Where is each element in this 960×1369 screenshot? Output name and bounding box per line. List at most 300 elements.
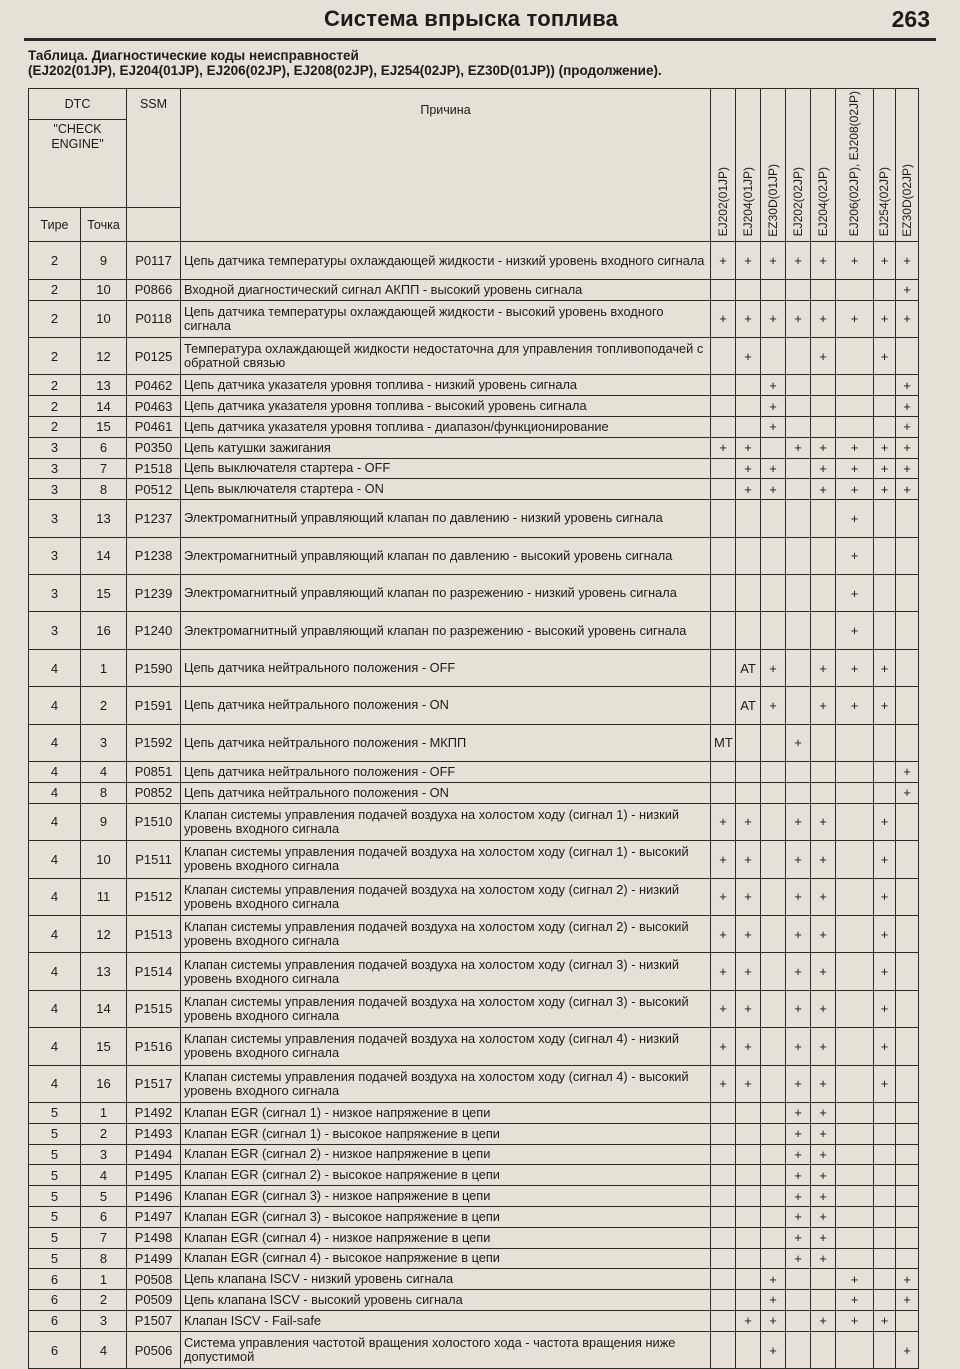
applicability-cell <box>836 803 874 840</box>
tire-cell: 3 <box>29 458 81 479</box>
applicability-cell: MT <box>711 724 736 761</box>
tire-cell: 2 <box>29 338 81 375</box>
tire-cell: 5 <box>29 1103 81 1124</box>
applicability-cell <box>786 1290 811 1311</box>
ssm-header-spacer <box>127 207 181 241</box>
applicability-cell: + <box>874 300 896 337</box>
applicability-cell: + <box>786 724 811 761</box>
applicability-cell <box>836 1123 874 1144</box>
applicability-cell <box>874 417 896 438</box>
table-row <box>29 1206 919 1227</box>
applicability-cell: + <box>811 1028 836 1065</box>
applicability-cell: + <box>896 458 919 479</box>
applicability-cell <box>761 990 786 1027</box>
applicability-cell <box>811 1331 836 1369</box>
applicability-cell: + <box>896 242 919 279</box>
applicability-cell <box>761 1165 786 1186</box>
tire-cell: 2 <box>29 300 81 337</box>
caption-line-2: (EJ202(01JP), EJ204(01JP), EJ206(02JP), EJ208(02JP), EJ254(02JP), EZ30D(01JP)) (продолжение). <box>28 63 662 78</box>
table-row <box>29 990 919 1027</box>
dtc-table <box>28 88 919 1369</box>
table-row <box>29 687 919 724</box>
applicability-cell <box>836 375 874 396</box>
ssm-cell: P1592 <box>127 724 181 761</box>
engine-header: EJ206(02JP), EJ208(02JP) <box>836 89 874 242</box>
applicability-cell: + <box>896 1290 919 1311</box>
point-header: Точка <box>81 207 127 241</box>
applicability-cell <box>786 1331 811 1369</box>
applicability-cell <box>761 1144 786 1165</box>
applicability-cell: + <box>836 687 874 724</box>
applicability-cell <box>896 724 919 761</box>
table-row <box>29 437 919 458</box>
applicability-cell: + <box>736 1310 761 1331</box>
cause-cell: Цепь датчика нейтрального положения - МКПП <box>181 724 711 761</box>
applicability-cell <box>761 762 786 783</box>
applicability-cell: + <box>836 242 874 279</box>
applicability-cell <box>761 803 786 840</box>
applicability-cell <box>736 375 761 396</box>
applicability-cell: + <box>786 841 811 878</box>
point-cell: 15 <box>81 1028 127 1065</box>
applicability-cell <box>836 1065 874 1102</box>
page-title: Система впрыска топлива <box>324 6 619 31</box>
point-cell: 1 <box>81 1269 127 1290</box>
applicability-cell <box>874 279 896 300</box>
applicability-cell: + <box>761 479 786 500</box>
applicability-cell: + <box>786 1065 811 1102</box>
applicability-cell <box>786 537 811 574</box>
table-row <box>29 1227 919 1248</box>
applicability-cell: + <box>811 878 836 915</box>
table-row <box>29 1065 919 1102</box>
applicability-cell <box>874 1206 896 1227</box>
ssm-cell: P1237 <box>127 500 181 537</box>
applicability-cell: + <box>836 458 874 479</box>
applicability-cell: + <box>786 1103 811 1124</box>
applicability-cell <box>896 687 919 724</box>
applicability-cell: + <box>811 437 836 458</box>
applicability-cell <box>811 417 836 438</box>
ssm-cell: P1590 <box>127 649 181 686</box>
applicability-cell <box>811 500 836 537</box>
applicability-cell <box>736 1248 761 1269</box>
applicability-cell: + <box>761 649 786 686</box>
applicability-cell: + <box>736 242 761 279</box>
applicability-cell <box>811 762 836 783</box>
cause-cell: Цепь датчика нейтрального положения - ON <box>181 687 711 724</box>
tire-cell: 2 <box>29 375 81 396</box>
applicability-cell <box>711 458 736 479</box>
applicability-cell <box>736 612 761 649</box>
applicability-cell <box>836 915 874 952</box>
applicability-cell: + <box>761 1290 786 1311</box>
cause-cell: Клапан EGR (сигнал 2) - высокое напряжение в цепи <box>181 1165 711 1186</box>
applicability-cell <box>874 1186 896 1207</box>
applicability-cell: + <box>736 300 761 337</box>
tire-cell: 2 <box>29 417 81 438</box>
page-number: 263 <box>891 6 930 32</box>
point-cell: 3 <box>81 1310 127 1331</box>
applicability-cell: + <box>874 687 896 724</box>
applicability-cell: + <box>736 990 761 1027</box>
applicability-cell <box>711 279 736 300</box>
applicability-cell <box>736 1144 761 1165</box>
applicability-cell <box>761 612 786 649</box>
tire-cell: 3 <box>29 500 81 537</box>
applicability-cell <box>786 687 811 724</box>
applicability-cell <box>786 375 811 396</box>
point-cell: 8 <box>81 479 127 500</box>
applicability-cell <box>896 953 919 990</box>
table-row <box>29 1123 919 1144</box>
tire-cell: 4 <box>29 724 81 761</box>
cause-header: Причина <box>181 89 711 242</box>
applicability-cell: + <box>874 1028 896 1065</box>
applicability-cell: + <box>896 1331 919 1369</box>
applicability-cell: + <box>811 990 836 1027</box>
applicability-cell <box>786 479 811 500</box>
applicability-cell: + <box>836 1290 874 1311</box>
applicability-cell <box>736 396 761 417</box>
tire-cell: 4 <box>29 687 81 724</box>
applicability-cell <box>836 1331 874 1369</box>
applicability-cell <box>786 417 811 438</box>
applicability-cell: + <box>811 300 836 337</box>
ssm-cell: P0512 <box>127 479 181 500</box>
cause-cell: Электромагнитный управляющий клапан по давлению - низкий уровень сигнала <box>181 500 711 537</box>
ssm-cell: P1239 <box>127 574 181 611</box>
cause-cell: Цепь клапана ISCV - высокий уровень сигнала <box>181 1290 711 1311</box>
applicability-cell: + <box>736 437 761 458</box>
tire-cell: 3 <box>29 537 81 574</box>
point-cell: 13 <box>81 500 127 537</box>
applicability-cell: + <box>711 300 736 337</box>
point-cell: 15 <box>81 574 127 611</box>
table-row <box>29 396 919 417</box>
applicability-cell <box>836 1144 874 1165</box>
engine-header: EZ30D(01JP) <box>761 89 786 242</box>
applicability-cell <box>711 1144 736 1165</box>
applicability-cell: AT <box>736 687 761 724</box>
applicability-cell <box>836 417 874 438</box>
point-cell: 14 <box>81 396 127 417</box>
applicability-cell <box>811 396 836 417</box>
applicability-cell <box>711 1206 736 1227</box>
point-cell: 1 <box>81 1103 127 1124</box>
applicability-cell <box>874 724 896 761</box>
point-cell: 16 <box>81 1065 127 1102</box>
applicability-cell <box>786 1269 811 1290</box>
point-cell: 16 <box>81 612 127 649</box>
tire-cell: 4 <box>29 782 81 803</box>
applicability-cell <box>896 803 919 840</box>
table-row <box>29 242 919 279</box>
applicability-cell <box>761 1248 786 1269</box>
ssm-cell: P1510 <box>127 803 181 840</box>
applicability-cell <box>761 1227 786 1248</box>
cause-cell: Цепь датчика нейтрального положения - OFF <box>181 762 711 783</box>
applicability-cell: + <box>761 375 786 396</box>
table-row <box>29 1331 919 1369</box>
applicability-cell: + <box>836 574 874 611</box>
applicability-cell: + <box>896 762 919 783</box>
applicability-cell <box>836 1227 874 1248</box>
applicability-cell: + <box>874 915 896 952</box>
applicability-cell: + <box>761 396 786 417</box>
table-caption <box>28 48 928 78</box>
applicability-cell <box>896 878 919 915</box>
applicability-cell <box>836 1165 874 1186</box>
applicability-cell <box>896 612 919 649</box>
applicability-cell: + <box>736 878 761 915</box>
applicability-cell: + <box>761 458 786 479</box>
applicability-cell <box>836 396 874 417</box>
applicability-cell <box>761 537 786 574</box>
ssm-cell: P0461 <box>127 417 181 438</box>
applicability-cell: + <box>711 1028 736 1065</box>
ssm-cell: P1591 <box>127 687 181 724</box>
applicability-cell: + <box>736 915 761 952</box>
tire-cell: 5 <box>29 1248 81 1269</box>
applicability-cell <box>761 915 786 952</box>
applicability-cell <box>874 782 896 803</box>
applicability-cell: + <box>811 953 836 990</box>
applicability-cell: + <box>874 649 896 686</box>
applicability-cell: + <box>786 1206 811 1227</box>
applicability-cell <box>711 1227 736 1248</box>
applicability-cell: + <box>836 649 874 686</box>
cause-cell: Клапан системы управления подачей воздуха на холостом ходу (сигнал 1) - низкий уровень входного сигнала <box>181 803 711 840</box>
table-row <box>29 1248 919 1269</box>
applicability-cell <box>836 782 874 803</box>
point-cell: 2 <box>81 687 127 724</box>
applicability-cell: + <box>786 953 811 990</box>
applicability-cell: + <box>786 1248 811 1269</box>
ssm-cell: P0851 <box>127 762 181 783</box>
applicability-cell <box>711 1123 736 1144</box>
ssm-cell: P1498 <box>127 1227 181 1248</box>
applicability-cell: + <box>896 396 919 417</box>
cause-cell: Клапан системы управления подачей воздуха на холостом ходу (сигнал 2) - высокий уровень входного сигнала <box>181 915 711 952</box>
tire-cell: 4 <box>29 1065 81 1102</box>
table-row <box>29 338 919 375</box>
table-row <box>29 841 919 878</box>
applicability-cell <box>711 1269 736 1290</box>
applicability-cell: + <box>836 1269 874 1290</box>
applicability-cell: + <box>874 458 896 479</box>
applicability-cell: + <box>711 878 736 915</box>
applicability-cell: + <box>736 953 761 990</box>
applicability-cell <box>711 500 736 537</box>
applicability-cell: + <box>736 479 761 500</box>
applicability-cell <box>874 1290 896 1311</box>
tire-header: Тире <box>29 207 81 241</box>
applicability-cell: + <box>811 803 836 840</box>
cause-cell: Электромагнитный управляющий клапан по давлению - высокий уровень сигнала <box>181 537 711 574</box>
applicability-cell <box>874 574 896 611</box>
applicability-cell: + <box>811 338 836 375</box>
tire-cell: 4 <box>29 841 81 878</box>
cause-cell: Цепь выключателя стартера - OFF <box>181 458 711 479</box>
applicability-cell <box>761 841 786 878</box>
applicability-cell <box>811 1290 836 1311</box>
caption-line-1: Таблица. Диагностические коды неисправностей <box>28 48 359 63</box>
tire-cell: 5 <box>29 1144 81 1165</box>
table-row <box>29 1144 919 1165</box>
applicability-cell <box>711 762 736 783</box>
applicability-cell: + <box>811 1144 836 1165</box>
applicability-cell <box>786 458 811 479</box>
tire-cell: 4 <box>29 878 81 915</box>
applicability-cell <box>786 500 811 537</box>
applicability-cell <box>711 1331 736 1369</box>
point-cell: 9 <box>81 803 127 840</box>
applicability-cell <box>874 1269 896 1290</box>
applicability-cell <box>896 1248 919 1269</box>
applicability-cell <box>736 1165 761 1186</box>
applicability-cell: + <box>811 458 836 479</box>
applicability-cell: + <box>836 612 874 649</box>
applicability-cell: + <box>896 375 919 396</box>
cause-cell: Температура охлаждающей жидкости недостаточна для управления топливоподачей с обратной связью <box>181 338 711 375</box>
applicability-cell <box>836 990 874 1027</box>
applicability-cell <box>836 762 874 783</box>
point-cell: 5 <box>81 1186 127 1207</box>
tire-cell: 4 <box>29 762 81 783</box>
ssm-cell: P1512 <box>127 878 181 915</box>
applicability-cell <box>711 375 736 396</box>
applicability-cell: + <box>836 300 874 337</box>
applicability-cell <box>836 724 874 761</box>
point-cell: 8 <box>81 782 127 803</box>
applicability-cell <box>811 1269 836 1290</box>
applicability-cell <box>736 1227 761 1248</box>
applicability-cell: + <box>811 915 836 952</box>
applicability-cell <box>761 1123 786 1144</box>
point-cell: 13 <box>81 375 127 396</box>
applicability-cell <box>896 1310 919 1331</box>
applicability-cell <box>736 1123 761 1144</box>
ssm-cell: P1507 <box>127 1310 181 1331</box>
applicability-cell <box>761 279 786 300</box>
applicability-cell: + <box>761 1269 786 1290</box>
applicability-cell <box>736 1186 761 1207</box>
applicability-cell <box>711 537 736 574</box>
applicability-cell <box>811 612 836 649</box>
engine-header: EZ30D(02JP) <box>896 89 919 242</box>
point-cell: 4 <box>81 1331 127 1369</box>
applicability-cell <box>711 574 736 611</box>
ssm-cell: P0117 <box>127 242 181 279</box>
applicability-cell <box>711 1165 736 1186</box>
ssm-cell: P1493 <box>127 1123 181 1144</box>
applicability-cell <box>736 1103 761 1124</box>
ssm-cell: P0508 <box>127 1269 181 1290</box>
ssm-cell: P0506 <box>127 1331 181 1369</box>
cause-cell: Клапан системы управления подачей воздуха на холостом ходу (сигнал 3) - низкий уровень входного сигнала <box>181 953 711 990</box>
cause-cell: Клапан системы управления подачей воздуха на холостом ходу (сигнал 4) - высокий уровень входного сигнала <box>181 1065 711 1102</box>
engine-header: EJ254(02JP) <box>874 89 896 242</box>
applicability-cell <box>761 1206 786 1227</box>
applicability-cell <box>836 878 874 915</box>
ssm-cell: P1511 <box>127 841 181 878</box>
cause-cell: Клапан EGR (сигнал 4) - низкое напряжение в цепи <box>181 1227 711 1248</box>
point-cell: 3 <box>81 724 127 761</box>
applicability-cell <box>711 1248 736 1269</box>
applicability-cell <box>736 724 761 761</box>
table-row <box>29 500 919 537</box>
applicability-cell <box>736 1290 761 1311</box>
tire-cell: 2 <box>29 396 81 417</box>
applicability-cell: + <box>874 878 896 915</box>
applicability-cell: + <box>836 1310 874 1331</box>
applicability-cell: + <box>711 437 736 458</box>
applicability-cell <box>896 1165 919 1186</box>
table-row <box>29 762 919 783</box>
ssm-cell: P1517 <box>127 1065 181 1102</box>
point-cell: 2 <box>81 1290 127 1311</box>
tire-cell: 4 <box>29 953 81 990</box>
applicability-cell <box>811 375 836 396</box>
applicability-cell: + <box>811 1123 836 1144</box>
point-cell: 6 <box>81 1206 127 1227</box>
point-cell: 4 <box>81 762 127 783</box>
point-cell: 15 <box>81 417 127 438</box>
applicability-cell: + <box>786 437 811 458</box>
cause-cell: Клапан EGR (сигнал 2) - низкое напряжение в цепи <box>181 1144 711 1165</box>
applicability-cell: + <box>811 1103 836 1124</box>
point-cell: 14 <box>81 537 127 574</box>
applicability-cell <box>711 338 736 375</box>
applicability-cell: + <box>786 1028 811 1065</box>
applicability-cell: + <box>711 242 736 279</box>
applicability-cell: + <box>811 1165 836 1186</box>
applicability-cell <box>874 1123 896 1144</box>
applicability-cell <box>836 1028 874 1065</box>
applicability-cell: + <box>811 1310 836 1331</box>
applicability-cell <box>711 649 736 686</box>
tire-cell: 4 <box>29 990 81 1027</box>
applicability-cell: + <box>761 1310 786 1331</box>
table-row <box>29 915 919 952</box>
tire-cell: 6 <box>29 1331 81 1369</box>
applicability-cell <box>711 782 736 803</box>
applicability-cell <box>836 841 874 878</box>
ssm-cell: P1518 <box>127 458 181 479</box>
applicability-cell: + <box>786 300 811 337</box>
applicability-cell <box>761 1186 786 1207</box>
applicability-cell: + <box>896 1269 919 1290</box>
tire-cell: 4 <box>29 915 81 952</box>
ssm-cell: P1515 <box>127 990 181 1027</box>
point-cell: 12 <box>81 338 127 375</box>
table-row <box>29 279 919 300</box>
applicability-cell <box>811 537 836 574</box>
applicability-cell: + <box>874 990 896 1027</box>
applicability-cell <box>761 500 786 537</box>
applicability-cell: + <box>811 479 836 500</box>
applicability-cell <box>874 375 896 396</box>
applicability-cell: + <box>836 537 874 574</box>
applicability-cell <box>711 396 736 417</box>
point-cell: 14 <box>81 990 127 1027</box>
applicability-cell: + <box>874 1310 896 1331</box>
ssm-cell: P1514 <box>127 953 181 990</box>
applicability-cell <box>896 990 919 1027</box>
applicability-cell: + <box>736 803 761 840</box>
applicability-cell: + <box>786 990 811 1027</box>
